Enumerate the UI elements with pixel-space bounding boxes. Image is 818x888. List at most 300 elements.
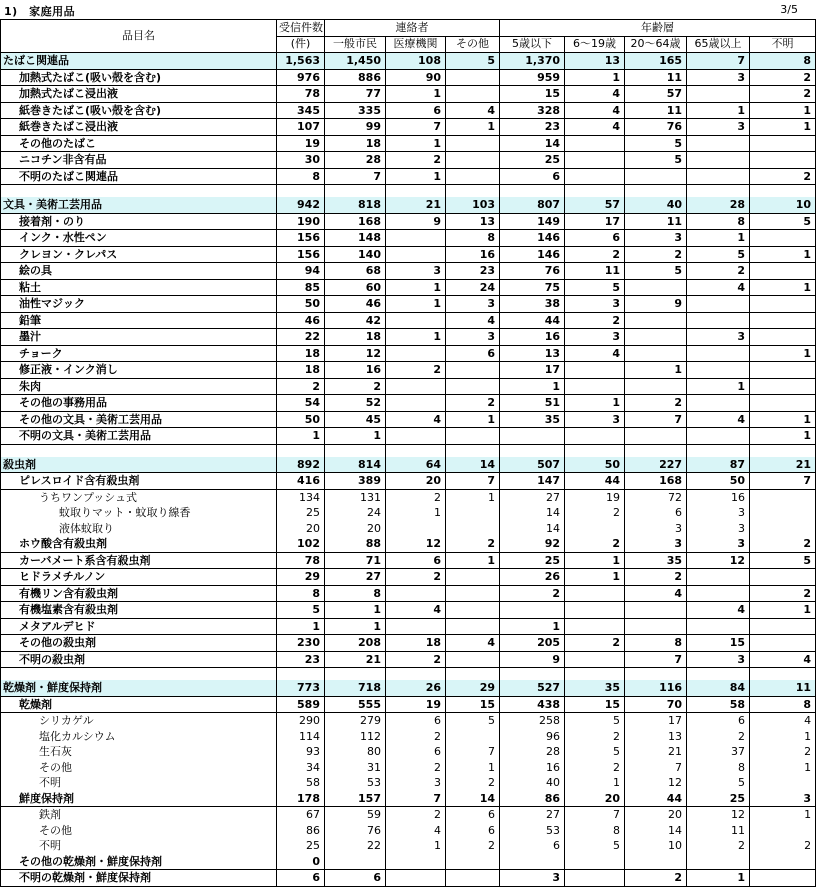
table-row [1, 791, 816, 807]
received-count-cell: 942 [277, 197, 325, 213]
item-name: インク・水性ペン [1, 230, 277, 247]
contact-public-cell [325, 854, 386, 870]
contact-other-cell [446, 86, 500, 103]
age-65plus-cell: 8 [687, 213, 750, 230]
age-6-19-cell: 8 [565, 823, 625, 839]
age-unknown-cell [750, 263, 816, 280]
received-count-cell: 46 [277, 312, 325, 329]
age-unknown-cell [750, 489, 816, 505]
age-65plus-cell [687, 296, 750, 313]
age-20-64-cell: 35 [625, 552, 687, 569]
age-20-64-cell [625, 602, 687, 619]
contact-public-cell: 20 [325, 521, 386, 537]
received-count-cell: 54 [277, 395, 325, 412]
contact-public-cell: 279 [325, 713, 386, 729]
contact-medical-cell: 2 [386, 152, 446, 169]
table-row [1, 536, 816, 552]
received-count-cell: 78 [277, 86, 325, 103]
age-20-64-cell: 7 [625, 411, 687, 428]
received-count-cell: 0 [277, 854, 325, 870]
age-6-19-cell: 5 [565, 744, 625, 760]
age-unknown-cell [750, 618, 816, 635]
contact-public-cell: 99 [325, 119, 386, 136]
item-name: 乾燥剤 [1, 696, 277, 713]
table-row [1, 696, 816, 713]
age-6-19-cell: 4 [565, 86, 625, 103]
item-name: ピレスロイド含有殺虫剤 [1, 473, 277, 490]
contact-other-cell [446, 152, 500, 169]
age-under5-cell: 2 [500, 585, 565, 602]
age-6-19-header: 6～19歳 [565, 36, 625, 53]
received-count-cell: 976 [277, 69, 325, 86]
age-65plus-cell: 3 [687, 69, 750, 86]
contact-public-header: 一般市民 [325, 36, 386, 53]
contact-medical-cell: 1 [386, 168, 446, 185]
age-under5-cell: 1 [500, 378, 565, 395]
age-under5-cell: 23 [500, 119, 565, 136]
contact-other-cell: 7 [446, 744, 500, 760]
age-under5-cell: 14 [500, 135, 565, 152]
contact-other-cell [446, 870, 500, 887]
contact-public-cell: 148 [325, 230, 386, 247]
table-row [1, 86, 816, 103]
item-name: 接着剤・のり [1, 213, 277, 230]
received-count-cell: 78 [277, 552, 325, 569]
age-65plus-cell: 16 [687, 489, 750, 505]
table-row [1, 823, 816, 839]
age-under5-cell: 51 [500, 395, 565, 412]
contact-other-cell [446, 428, 500, 445]
contact-public-cell: 818 [325, 197, 386, 213]
age-under5-cell: 76 [500, 263, 565, 280]
age-6-19-cell: 2 [565, 729, 625, 745]
contact-public-cell: 53 [325, 775, 386, 791]
contact-other-cell: 2 [446, 838, 500, 854]
received-count-cell: 8 [277, 168, 325, 185]
contact-other-cell: 16 [446, 246, 500, 263]
item-name: 塩化カルシウム [1, 729, 277, 745]
contact-other-cell [446, 521, 500, 537]
contact-public-cell: 112 [325, 729, 386, 745]
item-name: 紙巻きたばこ(吸い殻を含む) [1, 102, 277, 119]
age-65plus-cell [687, 854, 750, 870]
age-unknown-cell: 1 [750, 807, 816, 823]
age-unknown-cell [750, 329, 816, 346]
received-count-cell: 58 [277, 775, 325, 791]
table-row [1, 69, 816, 86]
received-count-cell: 589 [277, 696, 325, 713]
contact-medical-cell: 4 [386, 411, 446, 428]
received-count-cell: 29 [277, 569, 325, 586]
item-name: シリカゲル [1, 713, 277, 729]
received-count-cell: 25 [277, 505, 325, 521]
contact-other-cell: 6 [446, 807, 500, 823]
age-20-64-cell [625, 279, 687, 296]
contact-medical-cell: 2 [386, 807, 446, 823]
age-6-19-cell [565, 870, 625, 887]
age-65plus-cell: 1 [687, 230, 750, 247]
contact-public-cell: 16 [325, 362, 386, 379]
age-unknown-cell [750, 312, 816, 329]
contact-medical-cell: 9 [386, 213, 446, 230]
age-65plus-cell: 4 [687, 602, 750, 619]
contact-other-cell: 3 [446, 296, 500, 313]
contact-medical-cell: 21 [386, 197, 446, 213]
age-20-64-cell [625, 168, 687, 185]
contact-other-cell: 4 [446, 102, 500, 119]
item-name: 加熱式たばこ浸出液 [1, 86, 277, 103]
contact-medical-cell: 108 [386, 53, 446, 70]
table-row [1, 713, 816, 729]
contact-other-cell: 2 [446, 395, 500, 412]
age-unknown-cell: 8 [750, 53, 816, 70]
age-group-header: 年齢層 [500, 20, 816, 37]
age-under5-cell: 147 [500, 473, 565, 490]
age-20-64-cell: 3 [625, 521, 687, 537]
age-65plus-cell: 4 [687, 279, 750, 296]
age-65plus-cell: 12 [687, 807, 750, 823]
contact-other-cell: 7 [446, 473, 500, 490]
item-name: その他 [1, 823, 277, 839]
received-count-cell: 1 [277, 428, 325, 445]
received-count-cell: 50 [277, 296, 325, 313]
received-count-cell: 107 [277, 119, 325, 136]
received-count-cell: 30 [277, 152, 325, 169]
age-under5-cell: 28 [500, 744, 565, 760]
received-count-cell: 19 [277, 135, 325, 152]
page-number: 3/5 [780, 3, 798, 16]
age-20-64-cell: 8 [625, 635, 687, 652]
table-row [1, 411, 816, 428]
age-unknown-cell: 21 [750, 457, 816, 473]
age-6-19-cell: 7 [565, 807, 625, 823]
contact-public-cell: 52 [325, 395, 386, 412]
age-unknown-cell: 11 [750, 680, 816, 696]
age-unknown-cell [750, 569, 816, 586]
age-65plus-cell: 87 [687, 457, 750, 473]
contact-other-cell [446, 618, 500, 635]
contact-medical-cell: 4 [386, 602, 446, 619]
contact-public-cell: 157 [325, 791, 386, 807]
contact-other-cell: 1 [446, 119, 500, 136]
table-row [1, 505, 816, 521]
age-6-19-cell: 2 [565, 760, 625, 776]
item-name: クレヨン・クレパス [1, 246, 277, 263]
age-20-64-cell: 20 [625, 807, 687, 823]
contact-other-cell: 8 [446, 230, 500, 247]
age-unknown-cell: 1 [750, 729, 816, 745]
contact-public-cell: 208 [325, 635, 386, 652]
age-unknown-cell: 1 [750, 102, 816, 119]
item-name: 有機塩素含有殺虫剤 [1, 602, 277, 619]
age-unknown-cell [750, 823, 816, 839]
contact-header: 連絡者 [325, 20, 500, 37]
received-count-cell: 773 [277, 680, 325, 696]
received-count-cell: 2 [277, 378, 325, 395]
age-6-19-cell [565, 618, 625, 635]
contact-other-cell: 5 [446, 53, 500, 70]
age-under5-cell: 807 [500, 197, 565, 213]
age-6-19-cell: 50 [565, 457, 625, 473]
item-name: 不明 [1, 775, 277, 791]
age-6-19-cell: 1 [565, 69, 625, 86]
table-row [1, 279, 816, 296]
item-name: 有機リン含有殺虫剤 [1, 585, 277, 602]
age-under5-cell: 40 [500, 775, 565, 791]
item-name: 油性マジック [1, 296, 277, 313]
item-name: その他の事務用品 [1, 395, 277, 412]
table-row [1, 760, 816, 776]
category-row [1, 53, 816, 70]
age-unknown-cell: 4 [750, 651, 816, 668]
contact-medical-cell [386, 378, 446, 395]
contact-medical-cell: 1 [386, 135, 446, 152]
table-row [1, 378, 816, 395]
age-20-64-cell: 7 [625, 651, 687, 668]
contact-other-cell: 3 [446, 329, 500, 346]
age-6-19-cell: 3 [565, 411, 625, 428]
age-unknown-cell: 8 [750, 696, 816, 713]
age-20-64-cell [625, 428, 687, 445]
contact-medical-cell: 6 [386, 713, 446, 729]
contact-other-cell [446, 168, 500, 185]
age-unknown-cell: 10 [750, 197, 816, 213]
age-6-19-cell: 19 [565, 489, 625, 505]
table-row [1, 569, 816, 586]
contact-public-cell: 46 [325, 296, 386, 313]
age-under5-cell: 1,370 [500, 53, 565, 70]
age-unknown-cell [750, 635, 816, 652]
table-row [1, 362, 816, 379]
contact-medical-cell: 6 [386, 744, 446, 760]
age-20-64-cell: 5 [625, 263, 687, 280]
item-name: カーバメート系含有殺虫剤 [1, 552, 277, 569]
contact-public-cell: 24 [325, 505, 386, 521]
age-unknown-cell: 2 [750, 86, 816, 103]
contact-public-cell: 335 [325, 102, 386, 119]
table-row [1, 102, 816, 119]
age-20-64-cell: 227 [625, 457, 687, 473]
contact-other-cell: 29 [446, 680, 500, 696]
age-65plus-cell: 5 [687, 246, 750, 263]
contact-public-cell: 80 [325, 744, 386, 760]
age-under5-cell: 15 [500, 86, 565, 103]
contact-public-cell: 555 [325, 696, 386, 713]
age-65plus-cell: 58 [687, 696, 750, 713]
age-20-64-cell: 5 [625, 135, 687, 152]
age-under5-cell [500, 602, 565, 619]
item-name: 乾燥剤・鮮度保持剤 [1, 680, 277, 696]
age-6-19-cell: 1 [565, 395, 625, 412]
age-under5-cell: 25 [500, 152, 565, 169]
age-under5-cell: 17 [500, 362, 565, 379]
age-6-19-cell [565, 428, 625, 445]
contact-medical-cell [386, 521, 446, 537]
age-6-19-cell: 5 [565, 838, 625, 854]
contact-public-cell: 76 [325, 823, 386, 839]
contact-public-cell: 7 [325, 168, 386, 185]
age-65plus-cell: 37 [687, 744, 750, 760]
category-row [1, 457, 816, 473]
age-6-19-cell [565, 135, 625, 152]
contact-other-cell: 103 [446, 197, 500, 213]
received-count-cell: 25 [277, 838, 325, 854]
age-6-19-cell [565, 854, 625, 870]
table-row [1, 296, 816, 313]
age-20-64-cell [625, 618, 687, 635]
contact-public-cell: 886 [325, 69, 386, 86]
age-6-19-cell: 3 [565, 329, 625, 346]
age-6-19-cell [565, 585, 625, 602]
age-under5-header: 5歳以下 [500, 36, 565, 53]
age-under5-cell: 13 [500, 345, 565, 362]
contact-medical-cell: 7 [386, 791, 446, 807]
contact-public-cell: 2 [325, 378, 386, 395]
received-count-cell: 20 [277, 521, 325, 537]
contact-medical-cell [386, 870, 446, 887]
age-65plus-cell: 1 [687, 102, 750, 119]
contact-medical-cell: 12 [386, 536, 446, 552]
table-row [1, 521, 816, 537]
age-unknown-cell: 1 [750, 760, 816, 776]
age-65plus-cell: 25 [687, 791, 750, 807]
received-count-cell: 178 [277, 791, 325, 807]
item-name: 不明の乾燥剤・鮮度保持剤 [1, 870, 277, 887]
age-20-64-cell: 168 [625, 473, 687, 490]
age-65plus-cell: 2 [687, 263, 750, 280]
age-unknown-cell [750, 521, 816, 537]
contact-public-cell: 77 [325, 86, 386, 103]
received-count-cell: 67 [277, 807, 325, 823]
contact-other-cell: 1 [446, 411, 500, 428]
age-20-64-cell: 14 [625, 823, 687, 839]
contact-public-cell: 131 [325, 489, 386, 505]
age-unknown-cell: 2 [750, 585, 816, 602]
age-6-19-cell [565, 152, 625, 169]
age-6-19-cell: 2 [565, 246, 625, 263]
received-count-cell: 18 [277, 345, 325, 362]
age-6-19-cell: 4 [565, 119, 625, 136]
age-65plus-cell [687, 135, 750, 152]
age-6-19-cell [565, 651, 625, 668]
age-under5-cell: 27 [500, 489, 565, 505]
contact-other-cell: 15 [446, 696, 500, 713]
age-20-64-cell [625, 312, 687, 329]
contact-public-cell: 59 [325, 807, 386, 823]
table-row [1, 854, 816, 870]
contact-medical-cell [386, 618, 446, 635]
table-row [1, 585, 816, 602]
age-65plus-cell: 2 [687, 729, 750, 745]
received-count-cell: 8 [277, 585, 325, 602]
contact-medical-cell: 1 [386, 279, 446, 296]
age-unknown-cell: 1 [750, 246, 816, 263]
age-65plus-cell [687, 152, 750, 169]
age-unknown-cell [750, 230, 816, 247]
contact-medical-cell: 2 [386, 651, 446, 668]
age-20-64-cell [625, 329, 687, 346]
age-65plus-cell: 3 [687, 651, 750, 668]
contact-medical-cell [386, 395, 446, 412]
received-count-cell: 1,563 [277, 53, 325, 70]
age-65plus-cell [687, 395, 750, 412]
age-unknown-cell: 1 [750, 119, 816, 136]
age-unknown-cell [750, 854, 816, 870]
age-under5-cell [500, 854, 565, 870]
age-6-19-cell: 1 [565, 775, 625, 791]
age-6-19-cell: 2 [565, 536, 625, 552]
table-row [1, 135, 816, 152]
contact-public-cell: 718 [325, 680, 386, 696]
table-row [1, 263, 816, 280]
age-under5-cell: 527 [500, 680, 565, 696]
contact-other-cell [446, 602, 500, 619]
item-name: 鉛筆 [1, 312, 277, 329]
contact-medical-cell: 1 [386, 329, 446, 346]
age-20-64-cell: 12 [625, 775, 687, 791]
age-65plus-cell: 15 [687, 635, 750, 652]
contact-other-cell: 2 [446, 775, 500, 791]
received-count-cell: 102 [277, 536, 325, 552]
contact-medical-cell: 1 [386, 505, 446, 521]
age-6-19-cell: 1 [565, 552, 625, 569]
item-name: 墨汁 [1, 329, 277, 346]
age-unknown-cell [750, 395, 816, 412]
received-count-cell: 416 [277, 473, 325, 490]
contact-medical-cell [386, 230, 446, 247]
contact-medical-cell: 1 [386, 296, 446, 313]
age-under5-cell: 86 [500, 791, 565, 807]
household-products-table [0, 19, 816, 887]
age-under5-cell [500, 428, 565, 445]
age-under5-cell: 14 [500, 521, 565, 537]
item-name: その他のたばこ [1, 135, 277, 152]
table-row [1, 729, 816, 745]
received-count-cell: 114 [277, 729, 325, 745]
contact-other-cell [446, 69, 500, 86]
age-6-19-cell [565, 602, 625, 619]
age-20-64-cell: 72 [625, 489, 687, 505]
age-6-19-cell: 4 [565, 102, 625, 119]
age-under5-cell: 26 [500, 569, 565, 586]
received-count-cell: 50 [277, 411, 325, 428]
age-65plus-cell: 84 [687, 680, 750, 696]
contact-other-cell: 4 [446, 312, 500, 329]
age-under5-cell: 3 [500, 870, 565, 887]
age-20-64-cell: 76 [625, 119, 687, 136]
item-name: その他の乾燥剤・鮮度保持剤 [1, 854, 277, 870]
table-row [1, 119, 816, 136]
age-under5-cell: 35 [500, 411, 565, 428]
contact-public-cell: 45 [325, 411, 386, 428]
contact-public-cell: 1,450 [325, 53, 386, 70]
age-65plus-cell: 28 [687, 197, 750, 213]
contact-public-cell: 8 [325, 585, 386, 602]
age-6-19-cell: 35 [565, 680, 625, 696]
table-row [1, 651, 816, 668]
age-20-64-header: 20～64歳 [625, 36, 687, 53]
age-unknown-cell: 3 [750, 791, 816, 807]
age-20-64-cell: 2 [625, 395, 687, 412]
age-65plus-header: 65歳以上 [687, 36, 750, 53]
age-20-64-cell: 3 [625, 230, 687, 247]
spacer-row [1, 668, 816, 681]
age-unknown-cell [750, 296, 816, 313]
table-row [1, 168, 816, 185]
spacer-row [1, 185, 816, 198]
age-65plus-cell: 50 [687, 473, 750, 490]
category-row [1, 197, 816, 213]
